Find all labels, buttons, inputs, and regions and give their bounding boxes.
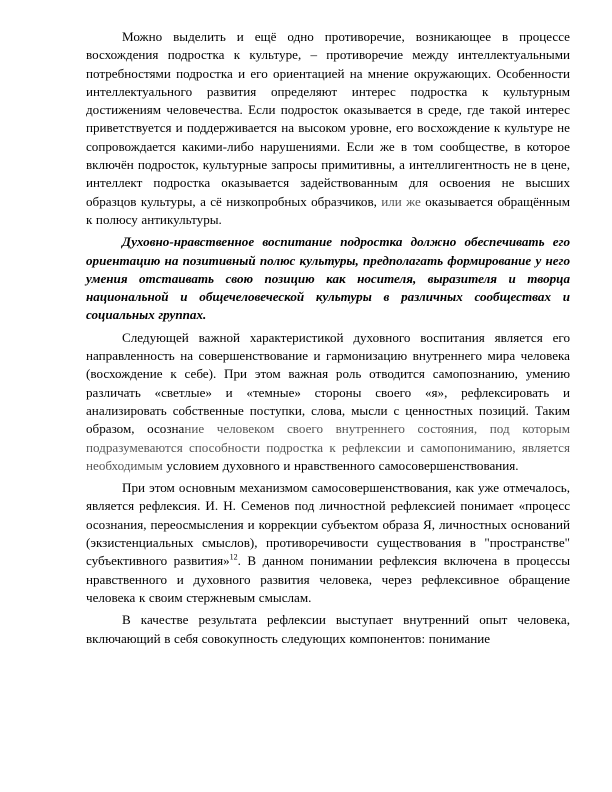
- paragraph-p5: [86, 611, 570, 648]
- text-run: или же: [381, 193, 421, 209]
- text-run: При этом основным механизмом самосовершенствования, как уже отмечалось, является рефлексия. И. Н. Семенов под личностной рефлексией понимает «процесс осознания, переосмысления и коррекции субъектом образа Я, личностных оснований (экзистенциальных смыслов), противоречивости существования в "пространстве" субъективного развития»: [86, 480, 570, 569]
- text-run: Духовно-нравственное воспитание подростка должно обеспечивать его ориентацию на позитивный полюс культуры, предполагать формирование у него умения отстаивать свою позицию как носителя, выразителя и творца национальной и общечеловеческой культуры в различных сообществах и социальных группах.: [86, 234, 570, 323]
- document-body: [86, 28, 570, 648]
- footnote-ref: 12: [229, 552, 238, 562]
- paragraph-p3: [86, 329, 570, 475]
- paragraph-p1: [86, 28, 570, 229]
- text-run: Следующей важной характеристикой духовного воспитания является его направленность на совершенствование и гармонизацию внутреннего мира человека (восхождение к себе). При этом важная роль отводится самопознанию, умению различать «светлые» и «темные» стороны своего «я», рефлексировать и анализировать собственные поступки, слова, мысли с ценностных позиций. Таким образом, осозна: [86, 329, 570, 437]
- text-run: условием духовного и нравственного самосовершенствования.: [162, 457, 519, 473]
- text-run: Можно выделить и ещё одно противоречие, возникающее в процессе восхождения подростка к культуре, – противоречие между интеллектуальными потребностями подростка и его ориентацией на мнение окружающих. Особенности интеллектуального развития определяют интерес подростка к культурным достижениям человечества. Если подросток оказывается в среде, где такой интерес приветствуется и поддерживается на высоком уровне, его восхождение к культуре не сопровождается какими-либо нарушениями. Если же в том сообществе, в которое включён подросток, культурные запросы примитивны, а интеллигентность не в цене, интеллект подростка оказывается задействованным для освоения не высших образцов культуры, а сё низкопробных образчиков,: [86, 29, 570, 209]
- text-run: ние человеком своего внутреннего состояния, под которым подразумеваются способности подростка к рефлексии и самопониманию, является необходимым: [86, 421, 570, 473]
- text-run: оказывается обращённым к полюсу антикультуры.: [86, 193, 570, 227]
- paragraph-p4: [86, 479, 570, 607]
- text-run: В качестве результата рефлексии выступает внутренний опыт человека, включающий в себя совокупность следующих компонентов: понимание: [86, 612, 570, 646]
- paragraph-p2: [86, 233, 570, 324]
- text-run: . В данном понимании рефлексия включена в процессы нравственного и духовного развития человека, через рефлексивное обращение человека к своим стержневым смыслам.: [86, 553, 570, 605]
